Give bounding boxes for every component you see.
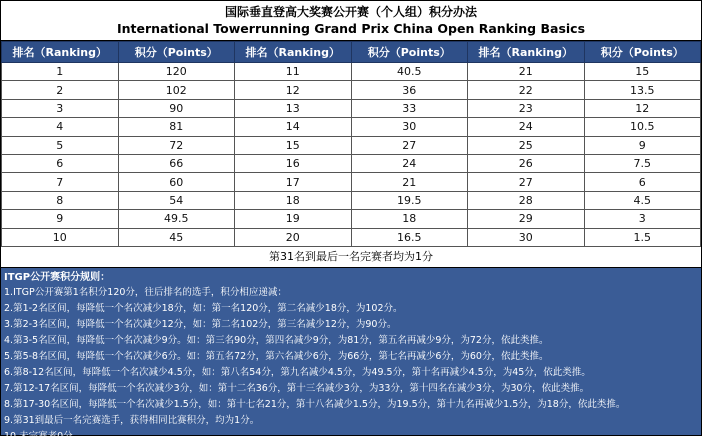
rank-cell: 3 <box>2 99 119 117</box>
rank-cell: 4 <box>2 118 119 136</box>
points-cell: 10.5 <box>584 118 701 136</box>
points-cell: 9 <box>584 136 701 154</box>
header-ranking-3: 排名（Ranking） <box>468 42 585 63</box>
rank-cell: 18 <box>235 191 352 209</box>
rank-cell: 16 <box>235 154 352 172</box>
rule-line: 5.第5-8名区间，每降低一个名次减少6分。如：第五名72分，第六名减少6分，为66分，第七名再减少6分，为60分，依此类推。 <box>4 350 549 362</box>
rank-cell: 11 <box>235 63 352 81</box>
points-cell: 1.5 <box>584 228 701 246</box>
rank-cell: 28 <box>468 191 585 209</box>
table-row <box>2 154 701 172</box>
title-block <box>1 1 701 41</box>
rank-cell: 14 <box>235 118 352 136</box>
footnote: 第31名到最后一名完赛者均为1分 <box>1 247 701 268</box>
rule-line: 3.第2-3名区间，每降低一个名次减少12分，如：第二名102分，第三名减少12分，为90分。 <box>4 318 397 330</box>
rules-list <box>4 285 698 445</box>
rank-cell: 8 <box>2 191 119 209</box>
rules-title: ITGP公开赛积分规则： <box>4 271 111 283</box>
rank-cell: 20 <box>235 228 352 246</box>
title-chinese: 国际垂直登高大奖赛公开赛（个人组）积分办法 <box>224 5 477 19</box>
points-cell: 19.5 <box>351 191 468 209</box>
points-cell: 12 <box>584 99 701 117</box>
rule-line: 9.第31到最后一名完赛选手，获得相同比赛积分，均为1分。 <box>4 414 260 426</box>
points-cell: 16.5 <box>351 228 468 246</box>
header-points-1: 积分（Points） <box>118 42 235 63</box>
table-row <box>2 191 701 209</box>
header-ranking-1: 排名（Ranking） <box>2 42 119 63</box>
rule-line: 4.第3-5名区间，每降低一个名次减少9分。如：第三名90分，第四名减少9分，为81分，第五名再减少9分，为72分，依此类推。 <box>4 334 549 346</box>
points-cell: 72 <box>118 136 235 154</box>
rank-cell: 10 <box>2 228 119 246</box>
rank-cell: 17 <box>235 173 352 191</box>
rank-cell: 7 <box>2 173 119 191</box>
table-row <box>2 99 701 117</box>
rank-cell: 21 <box>468 63 585 81</box>
points-cell: 40.5 <box>351 63 468 81</box>
header-points-3: 积分（Points） <box>584 42 701 63</box>
rank-cell: 1 <box>2 63 119 81</box>
table-row <box>2 210 701 228</box>
rank-cell: 9 <box>2 210 119 228</box>
rank-cell: 6 <box>2 154 119 172</box>
points-cell: 6 <box>584 173 701 191</box>
title-english: International Towerrunning Grand Prix China Open Ranking Basics <box>116 21 586 36</box>
rank-cell: 19 <box>235 210 352 228</box>
rule-line: 10.未完赛者0分。 <box>4 430 83 442</box>
rank-cell: 5 <box>2 136 119 154</box>
rank-cell: 29 <box>468 210 585 228</box>
ranking-table <box>1 41 701 247</box>
points-cell: 120 <box>118 63 235 81</box>
table-row <box>2 63 701 81</box>
points-cell: 66 <box>118 154 235 172</box>
table-row <box>2 173 701 191</box>
points-cell: 45 <box>118 228 235 246</box>
rules-panel <box>1 268 701 442</box>
points-cell: 54 <box>118 191 235 209</box>
rank-cell: 25 <box>468 136 585 154</box>
points-cell: 7.5 <box>584 154 701 172</box>
rank-cell: 23 <box>468 99 585 117</box>
table-row <box>2 81 701 99</box>
table-row <box>2 136 701 154</box>
rule-line: 2.第1-2名区间，每降低一个名次减少18分，如：第一名120分，第二名减少18分，为102分。 <box>4 302 403 314</box>
table-row <box>2 118 701 136</box>
rank-cell: 15 <box>235 136 352 154</box>
points-cell: 90 <box>118 99 235 117</box>
rank-cell: 24 <box>468 118 585 136</box>
points-cell: 3 <box>584 210 701 228</box>
points-cell: 30 <box>351 118 468 136</box>
points-cell: 21 <box>351 173 468 191</box>
points-cell: 49.5 <box>118 210 235 228</box>
rank-cell: 27 <box>468 173 585 191</box>
points-cell: 27 <box>351 136 468 154</box>
points-cell: 81 <box>118 118 235 136</box>
rule-line: 1.ITGP公开赛第1名积分120分，往后排名的选手，积分相应递减： <box>4 286 287 298</box>
rule-line: 8.第17-30名区间，每降低一个名次减少1.5分，如：第十七名21分，第十八名减少1.5分，为19.5分，第十九名再减少1.5分，为18分，依此类推。 <box>4 398 626 410</box>
rank-cell: 26 <box>468 154 585 172</box>
rank-cell: 12 <box>235 81 352 99</box>
rank-cell: 22 <box>468 81 585 99</box>
rank-cell: 2 <box>2 81 119 99</box>
points-cell: 13.5 <box>584 81 701 99</box>
points-cell: 18 <box>351 210 468 228</box>
points-cell: 4.5 <box>584 191 701 209</box>
rank-cell: 13 <box>235 99 352 117</box>
ranking-table-body <box>2 63 701 247</box>
points-cell: 24 <box>351 154 468 172</box>
header-ranking-2: 排名（Ranking） <box>235 42 352 63</box>
points-cell: 102 <box>118 81 235 99</box>
rank-cell: 30 <box>468 228 585 246</box>
points-cell: 36 <box>351 81 468 99</box>
points-cell: 33 <box>351 99 468 117</box>
rule-line: 6.第8-12名区间，每降低一个名次减少4.5分，如：第八名54分，第九名减少4.5分，为49.5分，第十名再减少4.5分，为45分，依此类推。 <box>4 366 591 378</box>
header-points-2: 积分（Points） <box>351 42 468 63</box>
points-cell: 15 <box>584 63 701 81</box>
header-row <box>2 42 701 63</box>
table-row <box>2 228 701 246</box>
points-cell: 60 <box>118 173 235 191</box>
rule-line: 7.第12-17名区间，每降低一个名次减少3分，如：第十二名36分，第十三名减少3分，为33分，第十四名在减少3分，为30分，依此类推。 <box>4 382 590 394</box>
